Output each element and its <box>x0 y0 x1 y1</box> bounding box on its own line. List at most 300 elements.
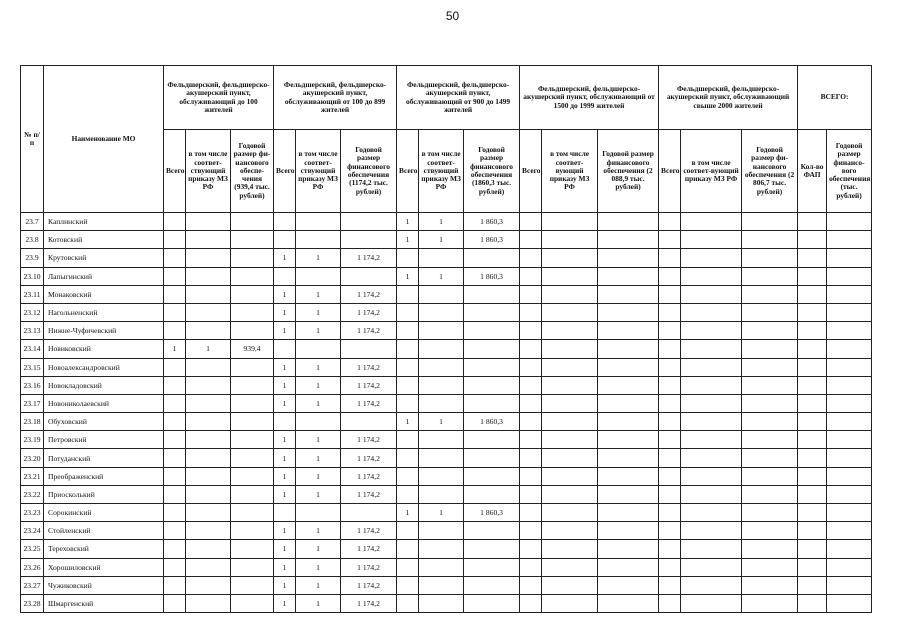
value-cell <box>742 558 798 576</box>
row-number: 23.18 <box>21 413 44 431</box>
table-row <box>21 231 872 249</box>
value-cell: 1 174,2 <box>341 558 397 576</box>
table-row <box>21 467 872 485</box>
value-cell <box>231 467 274 485</box>
value-cell <box>164 231 186 249</box>
value-cell <box>681 594 742 612</box>
value-cell: 1 <box>397 231 419 249</box>
value-cell <box>542 522 598 540</box>
table-row <box>21 540 872 558</box>
value-cell <box>186 358 231 376</box>
value-cell <box>464 594 520 612</box>
value-cell: 1 <box>296 522 341 540</box>
value-cell <box>296 340 341 358</box>
value-cell <box>542 431 598 449</box>
value-cell <box>827 376 872 394</box>
value-cell <box>397 322 419 340</box>
table-row <box>21 558 872 576</box>
value-cell <box>274 213 296 231</box>
value-cell <box>397 431 419 449</box>
value-cell <box>598 340 659 358</box>
value-cell <box>827 576 872 594</box>
value-cell <box>659 540 681 558</box>
value-cell <box>659 340 681 358</box>
mo-name: Тереховский <box>44 540 164 558</box>
value-cell <box>659 431 681 449</box>
value-cell: 1 <box>274 394 296 412</box>
value-cell <box>681 576 742 594</box>
value-cell <box>742 467 798 485</box>
value-cell <box>186 522 231 540</box>
table-row <box>21 303 872 321</box>
header-total-group: ВСЕГО: <box>798 66 872 130</box>
value-cell <box>464 485 520 503</box>
value-cell <box>798 213 827 231</box>
row-number: 23.16 <box>21 376 44 394</box>
value-cell <box>827 467 872 485</box>
value-cell <box>419 394 464 412</box>
value-cell <box>419 358 464 376</box>
value-cell <box>542 358 598 376</box>
value-cell <box>798 322 827 340</box>
value-cell <box>419 376 464 394</box>
value-cell: 1 174,2 <box>341 376 397 394</box>
value-cell: 1 174,2 <box>341 358 397 376</box>
value-cell <box>231 558 274 576</box>
value-cell: 1 <box>164 340 186 358</box>
value-cell: 1 174,2 <box>341 303 397 321</box>
value-cell <box>296 231 341 249</box>
value-cell <box>542 231 598 249</box>
value-cell <box>681 358 742 376</box>
value-cell <box>186 285 231 303</box>
value-cell <box>186 558 231 576</box>
value-cell <box>598 467 659 485</box>
row-number: 23.21 <box>21 467 44 485</box>
value-cell <box>397 394 419 412</box>
value-cell <box>397 540 419 558</box>
value-cell: 1 174,2 <box>341 449 397 467</box>
value-cell <box>186 376 231 394</box>
value-cell <box>397 376 419 394</box>
value-cell <box>542 394 598 412</box>
value-cell <box>681 322 742 340</box>
mo-name: Потуданский <box>44 449 164 467</box>
value-cell <box>542 576 598 594</box>
value-cell: 1 <box>397 504 419 522</box>
value-cell: 1 <box>274 322 296 340</box>
value-cell <box>520 558 542 576</box>
value-cell <box>542 558 598 576</box>
row-number: 23.22 <box>21 485 44 503</box>
value-cell <box>186 504 231 522</box>
value-cell <box>520 594 542 612</box>
value-cell <box>598 303 659 321</box>
value-cell <box>659 504 681 522</box>
value-cell <box>659 394 681 412</box>
value-cell <box>827 504 872 522</box>
value-cell <box>659 358 681 376</box>
value-cell: 1 860,3 <box>464 504 520 522</box>
value-cell <box>296 413 341 431</box>
value-cell: 1 <box>274 540 296 558</box>
subheader-compliant-g5: в том числе соответ-вующий приказу МЗ РФ <box>681 130 742 213</box>
value-cell <box>164 576 186 594</box>
row-number: 23.9 <box>21 249 44 267</box>
value-cell <box>464 285 520 303</box>
value-cell <box>827 322 872 340</box>
value-cell <box>598 394 659 412</box>
value-cell: 1 <box>296 485 341 503</box>
value-cell <box>186 231 231 249</box>
value-cell <box>186 449 231 467</box>
value-cell <box>186 267 231 285</box>
table-row <box>21 322 872 340</box>
value-cell <box>598 576 659 594</box>
value-cell: 1 <box>296 449 341 467</box>
value-cell <box>681 467 742 485</box>
value-cell <box>827 358 872 376</box>
value-cell <box>827 231 872 249</box>
value-cell: 1 <box>296 376 341 394</box>
table-row <box>21 213 872 231</box>
value-cell <box>186 594 231 612</box>
value-cell <box>164 394 186 412</box>
value-cell <box>742 413 798 431</box>
value-cell: 1 174,2 <box>341 594 397 612</box>
value-cell <box>742 231 798 249</box>
value-cell <box>798 558 827 576</box>
value-cell <box>419 558 464 576</box>
subheader-total-g4: Всего <box>520 130 542 213</box>
value-cell: 1 174,2 <box>341 322 397 340</box>
value-cell <box>231 449 274 467</box>
value-cell <box>164 467 186 485</box>
mo-name: Монаковский <box>44 285 164 303</box>
value-cell: 939,4 <box>231 340 274 358</box>
value-cell <box>341 504 397 522</box>
header-name: Наименование МО <box>44 66 164 213</box>
table-row <box>21 394 872 412</box>
value-cell <box>520 576 542 594</box>
value-cell <box>186 431 231 449</box>
value-cell <box>598 413 659 431</box>
value-cell <box>520 231 542 249</box>
value-cell <box>681 413 742 431</box>
value-cell <box>681 267 742 285</box>
value-cell <box>520 431 542 449</box>
mo-name: Новоалександровский <box>44 358 164 376</box>
value-cell <box>186 467 231 485</box>
value-cell <box>827 285 872 303</box>
value-cell <box>164 449 186 467</box>
value-cell <box>827 540 872 558</box>
value-cell: 1 <box>296 576 341 594</box>
value-cell <box>598 213 659 231</box>
value-cell <box>542 340 598 358</box>
value-cell <box>742 394 798 412</box>
value-cell <box>397 249 419 267</box>
value-cell <box>742 213 798 231</box>
value-cell <box>681 376 742 394</box>
value-cell <box>742 376 798 394</box>
value-cell <box>598 540 659 558</box>
value-cell <box>231 213 274 231</box>
value-cell <box>598 558 659 576</box>
value-cell <box>659 558 681 576</box>
value-cell <box>742 576 798 594</box>
value-cell <box>464 522 520 540</box>
value-cell: 1 174,2 <box>341 485 397 503</box>
value-cell <box>164 376 186 394</box>
subheader-total-g3: Всего <box>397 130 419 213</box>
value-cell <box>164 322 186 340</box>
value-cell <box>164 249 186 267</box>
value-cell <box>520 540 542 558</box>
value-cell <box>659 213 681 231</box>
value-cell <box>231 267 274 285</box>
value-cell <box>164 267 186 285</box>
value-cell <box>231 376 274 394</box>
mo-name: Новониколаевский <box>44 394 164 412</box>
subheader-compliant-g2: в том числе соответ-ствующий приказу МЗ РФ <box>296 130 341 213</box>
mo-name: Петровский <box>44 431 164 449</box>
value-cell <box>598 594 659 612</box>
value-cell <box>742 267 798 285</box>
value-cell: 1 <box>296 467 341 485</box>
value-cell <box>419 340 464 358</box>
value-cell <box>164 522 186 540</box>
value-cell <box>520 394 542 412</box>
value-cell <box>419 449 464 467</box>
value-cell: 1 174,2 <box>341 522 397 540</box>
value-cell <box>419 467 464 485</box>
subheader-funding-g4: Годовой размер финансового обеспечения (2 088,9 тыс. рублей) <box>598 130 659 213</box>
header-row-groups <box>21 66 872 130</box>
value-cell <box>659 522 681 540</box>
row-number: 23.7 <box>21 213 44 231</box>
value-cell <box>419 522 464 540</box>
value-cell <box>464 376 520 394</box>
row-number: 23.23 <box>21 504 44 522</box>
value-cell: 1 <box>274 558 296 576</box>
value-cell: 1 174,2 <box>341 394 397 412</box>
value-cell <box>659 413 681 431</box>
row-number: 23.8 <box>21 231 44 249</box>
row-number: 23.26 <box>21 558 44 576</box>
table-row <box>21 485 872 503</box>
value-cell <box>659 267 681 285</box>
value-cell: 1 <box>296 358 341 376</box>
value-cell: 1 <box>296 303 341 321</box>
value-cell <box>397 340 419 358</box>
value-cell <box>164 431 186 449</box>
value-cell <box>464 340 520 358</box>
value-cell: 1 <box>274 485 296 503</box>
value-cell <box>397 522 419 540</box>
value-cell <box>542 449 598 467</box>
value-cell <box>186 249 231 267</box>
subheader-compliant-g3: в том числе соответ-ствующий приказу МЗ РФ <box>419 130 464 213</box>
value-cell <box>464 303 520 321</box>
value-cell <box>798 413 827 431</box>
value-cell <box>419 249 464 267</box>
value-cell: 1 860,3 <box>464 267 520 285</box>
value-cell <box>231 249 274 267</box>
value-cell: 1 <box>296 431 341 449</box>
value-cell <box>542 322 598 340</box>
row-number: 23.13 <box>21 322 44 340</box>
value-cell: 1 <box>274 467 296 485</box>
value-cell: 1 <box>296 594 341 612</box>
value-cell <box>520 213 542 231</box>
value-cell <box>798 540 827 558</box>
value-cell <box>164 558 186 576</box>
value-cell <box>659 303 681 321</box>
value-cell <box>164 504 186 522</box>
value-cell <box>231 504 274 522</box>
value-cell <box>464 394 520 412</box>
value-cell <box>464 431 520 449</box>
value-cell <box>742 522 798 540</box>
row-number: 23.14 <box>21 340 44 358</box>
value-cell <box>419 431 464 449</box>
value-cell <box>827 522 872 540</box>
page-number: 50 <box>445 9 460 23</box>
value-cell <box>742 285 798 303</box>
value-cell: 1 860,3 <box>464 231 520 249</box>
value-cell <box>419 485 464 503</box>
value-cell: 1 <box>419 231 464 249</box>
value-cell: 1 <box>419 413 464 431</box>
value-cell <box>798 576 827 594</box>
value-cell <box>598 358 659 376</box>
value-cell <box>397 485 419 503</box>
value-cell <box>742 322 798 340</box>
value-cell <box>598 267 659 285</box>
subheader-fap-count: Кол-во ФАП <box>798 130 827 213</box>
subheader-compliant-g4: в том числе соответ-вующий приказу МЗ РФ <box>542 130 598 213</box>
value-cell <box>742 358 798 376</box>
mo-name: Стойленский <box>44 522 164 540</box>
value-cell <box>742 303 798 321</box>
value-cell <box>520 285 542 303</box>
value-cell <box>464 322 520 340</box>
value-cell: 1 <box>274 522 296 540</box>
value-cell <box>397 594 419 612</box>
table-body <box>21 213 872 613</box>
value-cell <box>542 249 598 267</box>
value-cell <box>798 249 827 267</box>
value-cell <box>798 449 827 467</box>
value-cell <box>397 285 419 303</box>
value-cell <box>827 558 872 576</box>
table-row <box>21 376 872 394</box>
value-cell: 1 <box>296 249 341 267</box>
value-cell: 1 860,3 <box>464 213 520 231</box>
value-cell <box>742 340 798 358</box>
value-cell <box>296 504 341 522</box>
value-cell <box>419 303 464 321</box>
value-cell: 1 <box>397 267 419 285</box>
mo-name: Крутовский <box>44 249 164 267</box>
value-cell <box>798 376 827 394</box>
value-cell <box>296 213 341 231</box>
value-cell <box>598 449 659 467</box>
mo-name: Обуховский <box>44 413 164 431</box>
value-cell <box>397 467 419 485</box>
row-number: 23.20 <box>21 449 44 467</box>
value-cell <box>798 285 827 303</box>
value-cell <box>681 558 742 576</box>
value-cell <box>542 485 598 503</box>
value-cell <box>742 431 798 449</box>
value-cell <box>231 540 274 558</box>
value-cell <box>520 322 542 340</box>
row-number: 23.28 <box>21 594 44 612</box>
subheader-compliant-g1: в том числе соответ-ствующий приказу МЗ РФ <box>186 130 231 213</box>
value-cell <box>341 340 397 358</box>
value-cell <box>598 376 659 394</box>
value-cell <box>464 249 520 267</box>
value-cell <box>397 449 419 467</box>
value-cell <box>520 449 542 467</box>
table-row <box>21 431 872 449</box>
value-cell <box>520 376 542 394</box>
mo-name: Сорокинский <box>44 504 164 522</box>
value-cell <box>827 449 872 467</box>
value-cell <box>464 540 520 558</box>
value-cell <box>464 467 520 485</box>
header-num: № п/п <box>21 66 44 213</box>
value-cell <box>520 413 542 431</box>
table-row <box>21 576 872 594</box>
value-cell <box>542 594 598 612</box>
value-cell <box>798 394 827 412</box>
value-cell <box>827 267 872 285</box>
value-cell <box>164 303 186 321</box>
value-cell <box>464 576 520 594</box>
row-number: 23.10 <box>21 267 44 285</box>
value-cell <box>742 594 798 612</box>
value-cell <box>186 322 231 340</box>
mo-name: Преображенский <box>44 467 164 485</box>
value-cell <box>274 504 296 522</box>
mo-name: Каплинский <box>44 213 164 231</box>
value-cell <box>827 213 872 231</box>
value-cell <box>659 467 681 485</box>
value-cell: 1 <box>419 213 464 231</box>
value-cell <box>681 504 742 522</box>
table-row <box>21 504 872 522</box>
value-cell: 1 <box>419 267 464 285</box>
header-group-1: Фельдшерский, фельдшерско-акушерский пункт, обслуживающий до 100 жителей <box>164 66 274 130</box>
value-cell <box>164 285 186 303</box>
subheader-funding-g5: Годовой размер фи-нансового обеспечения (2 806,7 тыс. рублей) <box>742 130 798 213</box>
value-cell <box>231 594 274 612</box>
value-cell <box>659 576 681 594</box>
value-cell <box>231 231 274 249</box>
table-row <box>21 285 872 303</box>
value-cell <box>186 413 231 431</box>
value-cell <box>827 394 872 412</box>
value-cell: 1 <box>296 558 341 576</box>
header-group-2: Фельдшерский, фельдшерско-акушерский пункт, обслуживающий от 100 до 899 жителей <box>274 66 397 130</box>
value-cell: 1 <box>274 431 296 449</box>
value-cell <box>464 558 520 576</box>
mo-name: Приосколький <box>44 485 164 503</box>
value-cell <box>827 340 872 358</box>
